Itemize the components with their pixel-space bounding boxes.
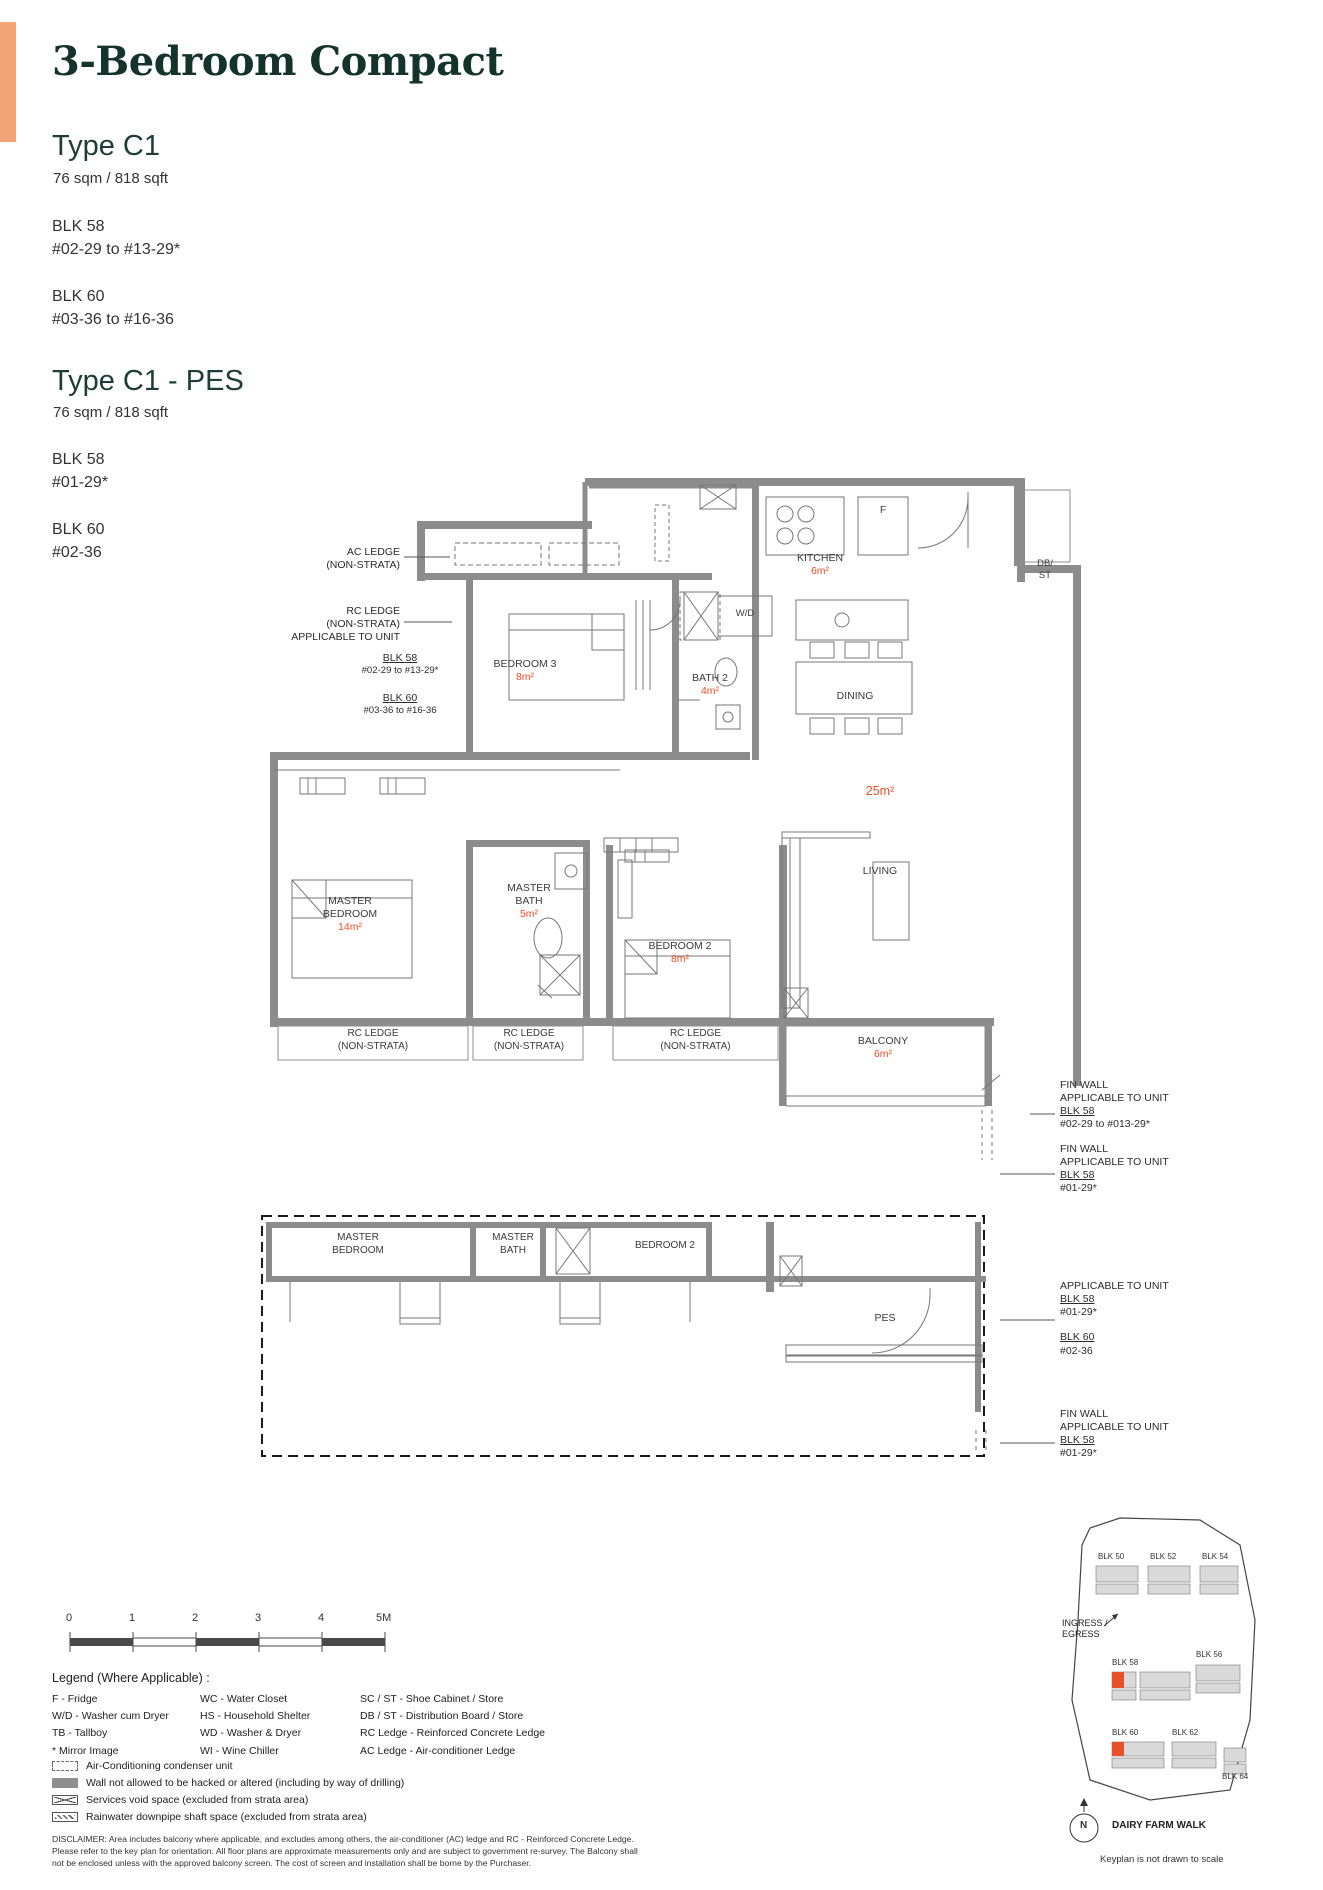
blk-units: #03-36 to #16-36 [52, 311, 174, 329]
kitchen-area: 6m² [810, 565, 830, 578]
ac-ledge-line1: AC LEDGE [346, 546, 400, 558]
annotation-fin-wall-2 [1060, 1143, 1169, 1196]
kitchen-name: KITCHEN [796, 552, 844, 564]
dining-name: DINING [836, 690, 874, 702]
db-line1: DB/ [1037, 558, 1053, 569]
pes-master-line1: MASTER [337, 1232, 379, 1243]
ac-condenser-swatch-icon [52, 1761, 78, 1771]
legend-entry: WD - Washer & Dryer [200, 1727, 302, 1740]
rc-blk60-units: #03-36 to #16-36 [363, 705, 437, 717]
rc-ledge-band-b [470, 1028, 588, 1053]
page-title: 3-Bedroom Compact [52, 38, 504, 85]
keyplan-map [1070, 1518, 1255, 1842]
keyplan-label-blk56: BLK 56 [1196, 1650, 1223, 1659]
mbath-line2: BATH [515, 895, 543, 908]
keyplan-label-blk54: BLK 54 [1202, 1552, 1229, 1561]
keyplan-label-blk52: BLK 52 [1150, 1552, 1177, 1561]
scale-tick-0: 0 [66, 1612, 73, 1624]
fin2-units: #01-29* [1060, 1182, 1097, 1195]
pes-master-line2: BEDROOM [332, 1244, 384, 1256]
keyplan-label-blk64: BLK 64 [1222, 1772, 1249, 1781]
legend-entry: HS - Household Shelter [200, 1710, 311, 1723]
bedroom2-area: 8m² [670, 953, 690, 966]
legend-swatch-label: Services void space (excluded from strata area) [86, 1793, 309, 1806]
bath2-area: 4m² [700, 685, 720, 698]
pes-room-pes: PES [874, 1312, 896, 1324]
legend-title: Legend (Where Applicable) : [52, 1671, 210, 1685]
pes-app-line1: APPLICABLE TO UNIT [1060, 1280, 1169, 1292]
blk-units: #02-29 to #13-29* [52, 241, 181, 259]
label-washer-dryer: W/D [735, 608, 755, 619]
mbath-line1: MASTER [507, 882, 551, 894]
scale-bar [70, 1632, 385, 1652]
rc-ledge-line1: RC LEDGE [346, 605, 400, 617]
fin1-units: #02-29 to #013-29* [1060, 1118, 1150, 1131]
pes-room-bedroom2: BEDROOM 2 [634, 1240, 695, 1251]
master-line1: MASTER [328, 895, 372, 907]
legend-entry: DB / ST - Distribution Board / Store [360, 1710, 524, 1723]
room-label-master-bedroom [285, 895, 415, 934]
legend-entry: WI - Wine Chiller [200, 1744, 279, 1757]
mbath-area: 5m² [519, 908, 539, 921]
scale-tick-2: 2 [192, 1612, 199, 1624]
room-label-bedroom2 [620, 940, 740, 966]
rc-b-line2: (NON-STRATA) [493, 1040, 565, 1052]
fin1-line1: FIN WALL [1060, 1079, 1109, 1091]
label-fridge: F [879, 505, 887, 516]
legend-entry: WC - Water Closet [200, 1693, 288, 1705]
pes-app-blk60: BLK 60 [1060, 1331, 1095, 1344]
legend-entry: * Mirror Image [52, 1744, 119, 1757]
room-label-kitchen [760, 552, 880, 578]
bedroom3-name: BEDROOM 3 [493, 658, 557, 670]
living-area-callout: 25m² [865, 784, 895, 798]
ac-ledge-line2: (NON-STRATA) [326, 559, 400, 572]
label-db-st [1019, 558, 1071, 582]
type-c1-heading: Type C1 [52, 130, 160, 162]
pes-room-master-bath [478, 1232, 548, 1257]
keyplan-label-blk60: BLK 60 [1112, 1728, 1139, 1737]
legend-entry: AC Ledge - Air-conditioner Ledge [360, 1744, 516, 1757]
legend-swatch-label: Rainwater downpipe shaft space (excluded from strata area) [86, 1810, 367, 1823]
rc-ledge-line3: APPLICABLE TO UNIT [291, 631, 400, 644]
pes-app-blk58: BLK 58 [1060, 1293, 1095, 1306]
legend-abbreviations [52, 1692, 590, 1759]
room-label-bedroom3 [445, 658, 605, 684]
pes-mbath-line1: MASTER [492, 1232, 534, 1243]
blk-name: BLK 58 [52, 451, 105, 468]
disclaimer-text: DISCLAIMER: Area includes balcony where applicable, and excludes among others, the air-conditioner (AC) ledge and RC - Reinforced Concrete Ledge. Please refer to the key plan for orientation. All floor plans are approximate measurements only and are subject to government re-survey. The Balcony shall not be enclosed unless with the approved balcony screen. The cost of screen and installation shall be borne by the Purchaser. [52, 1834, 638, 1869]
scale-tick-5m: 5M [376, 1612, 392, 1624]
fin3-line1: FIN WALL [1060, 1408, 1109, 1420]
legend-entry: F - Fridge [52, 1693, 98, 1705]
fin1-blk: BLK 58 [1060, 1105, 1095, 1118]
annotation-rc-ledge [160, 605, 400, 644]
bedroom3-area: 8m² [515, 671, 535, 684]
annotation-rc-blk60 [345, 692, 455, 717]
rainwater-downpipe-swatch-icon [52, 1812, 78, 1822]
legend-swatch-label: Air-Conditioning condenser unit [86, 1759, 233, 1772]
legend-swatches [52, 1757, 404, 1825]
pes-app-units58: #01-29* [1060, 1306, 1097, 1319]
rc-blk58-units: #02-29 to #13-29* [361, 665, 439, 677]
room-label-living [820, 865, 940, 878]
rc-c-line1: RC LEDGE [669, 1028, 722, 1039]
rc-ledge-line2: (NON-STRATA) [326, 618, 400, 631]
keyplan-label-blk58: BLK 58 [1112, 1658, 1139, 1667]
keyplan-label-blk50: BLK 50 [1098, 1552, 1125, 1561]
rc-ledge-band-c [613, 1028, 778, 1053]
rc-a-line2: (NON-STRATA) [337, 1040, 409, 1052]
living-name: LIVING [862, 865, 898, 877]
legend-swatch-row [52, 1774, 404, 1791]
pes-mbath-line2: BATH [500, 1244, 526, 1256]
keyplan-label-blk62: BLK 62 [1172, 1728, 1199, 1737]
fin2-line2: APPLICABLE TO UNIT [1060, 1156, 1169, 1169]
ingress-line2: EGRESS [1062, 1628, 1100, 1639]
fin1-line2: APPLICABLE TO UNIT [1060, 1092, 1169, 1105]
scale-tick-3: 3 [255, 1612, 262, 1624]
fin3-units: #01-29* [1060, 1447, 1097, 1460]
legend-swatch-row [52, 1757, 404, 1774]
legend-entry: RC Ledge - Reinforced Concrete Ledge [360, 1727, 546, 1740]
keyplan-road-label: DAIRY FARM WALK [1112, 1820, 1206, 1831]
room-label-master-bath [473, 882, 585, 921]
legend-entry: SC / ST - Shoe Cabinet / Store [360, 1693, 504, 1705]
solid-wall-swatch-icon [52, 1778, 78, 1788]
fin3-blk: BLK 58 [1060, 1434, 1095, 1447]
rc-a-line1: RC LEDGE [347, 1028, 399, 1039]
master-area: 14m² [338, 921, 362, 934]
rc-blk60-name: BLK 60 [382, 692, 418, 704]
blk-name: BLK 58 [52, 218, 105, 235]
legend-swatch-row [52, 1808, 404, 1825]
bath2-name: BATH 2 [692, 672, 728, 684]
annotation-fin-wall-3 [1060, 1408, 1169, 1461]
blk-units: #02-36 [52, 544, 102, 562]
legend-swatch-row [52, 1791, 404, 1808]
scale-tick-4: 4 [318, 1612, 325, 1624]
type-c1-pes-area: 76 sqm / 818 sqft [53, 404, 169, 421]
legend-swatch-label: Wall not allowed to be hacked or altered (including by way of drilling) [86, 1776, 405, 1789]
keyplan-note: Keyplan is not drawn to scale [1100, 1854, 1224, 1865]
annotation-ac-ledge [200, 546, 400, 572]
db-line2: ST [1038, 569, 1052, 581]
services-void-swatch-icon [52, 1795, 78, 1805]
keyplan-ingress-egress [1062, 1618, 1108, 1640]
keyplan-north-label: N [1080, 1820, 1088, 1831]
blk-name: BLK 60 [52, 521, 105, 538]
pes-app-units60: #02-36 [1060, 1344, 1093, 1357]
room-label-bath2 [655, 672, 765, 698]
rc-ledge-band-a [278, 1028, 468, 1053]
rc-blk58-name: BLK 58 [382, 652, 418, 664]
ingress-line1: INGRESS / [1062, 1618, 1108, 1628]
legend-entry: W/D - Washer cum Dryer [52, 1710, 169, 1723]
annotation-pes-applicable [1060, 1280, 1169, 1358]
bedroom2-name: BEDROOM 2 [648, 940, 712, 952]
fin3-line2: APPLICABLE TO UNIT [1060, 1421, 1169, 1434]
blk-name: BLK 60 [52, 288, 105, 305]
type-c1-area: 76 sqm / 818 sqft [53, 170, 169, 187]
balcony-area: 6m² [873, 1048, 893, 1061]
master-line2: BEDROOM [322, 908, 378, 921]
legend-entry: TB - Tallboy [52, 1727, 108, 1740]
fin2-line1: FIN WALL [1060, 1143, 1109, 1155]
annotation-fin-wall-1 [1060, 1079, 1169, 1132]
rc-b-line1: RC LEDGE [503, 1028, 555, 1039]
scale-tick-1: 1 [129, 1612, 136, 1624]
rc-c-line2: (NON-STRATA) [660, 1040, 731, 1052]
room-label-balcony [828, 1035, 938, 1061]
balcony-name: BALCONY [857, 1035, 909, 1047]
pes-room-master-bedroom [288, 1232, 428, 1257]
room-label-dining [795, 690, 915, 703]
annotation-rc-blk58 [345, 652, 455, 677]
type-c1-pes-heading: Type C1 - PES [52, 365, 244, 397]
fin2-blk: BLK 58 [1060, 1169, 1095, 1182]
blk-units: #01-29* [52, 474, 109, 492]
